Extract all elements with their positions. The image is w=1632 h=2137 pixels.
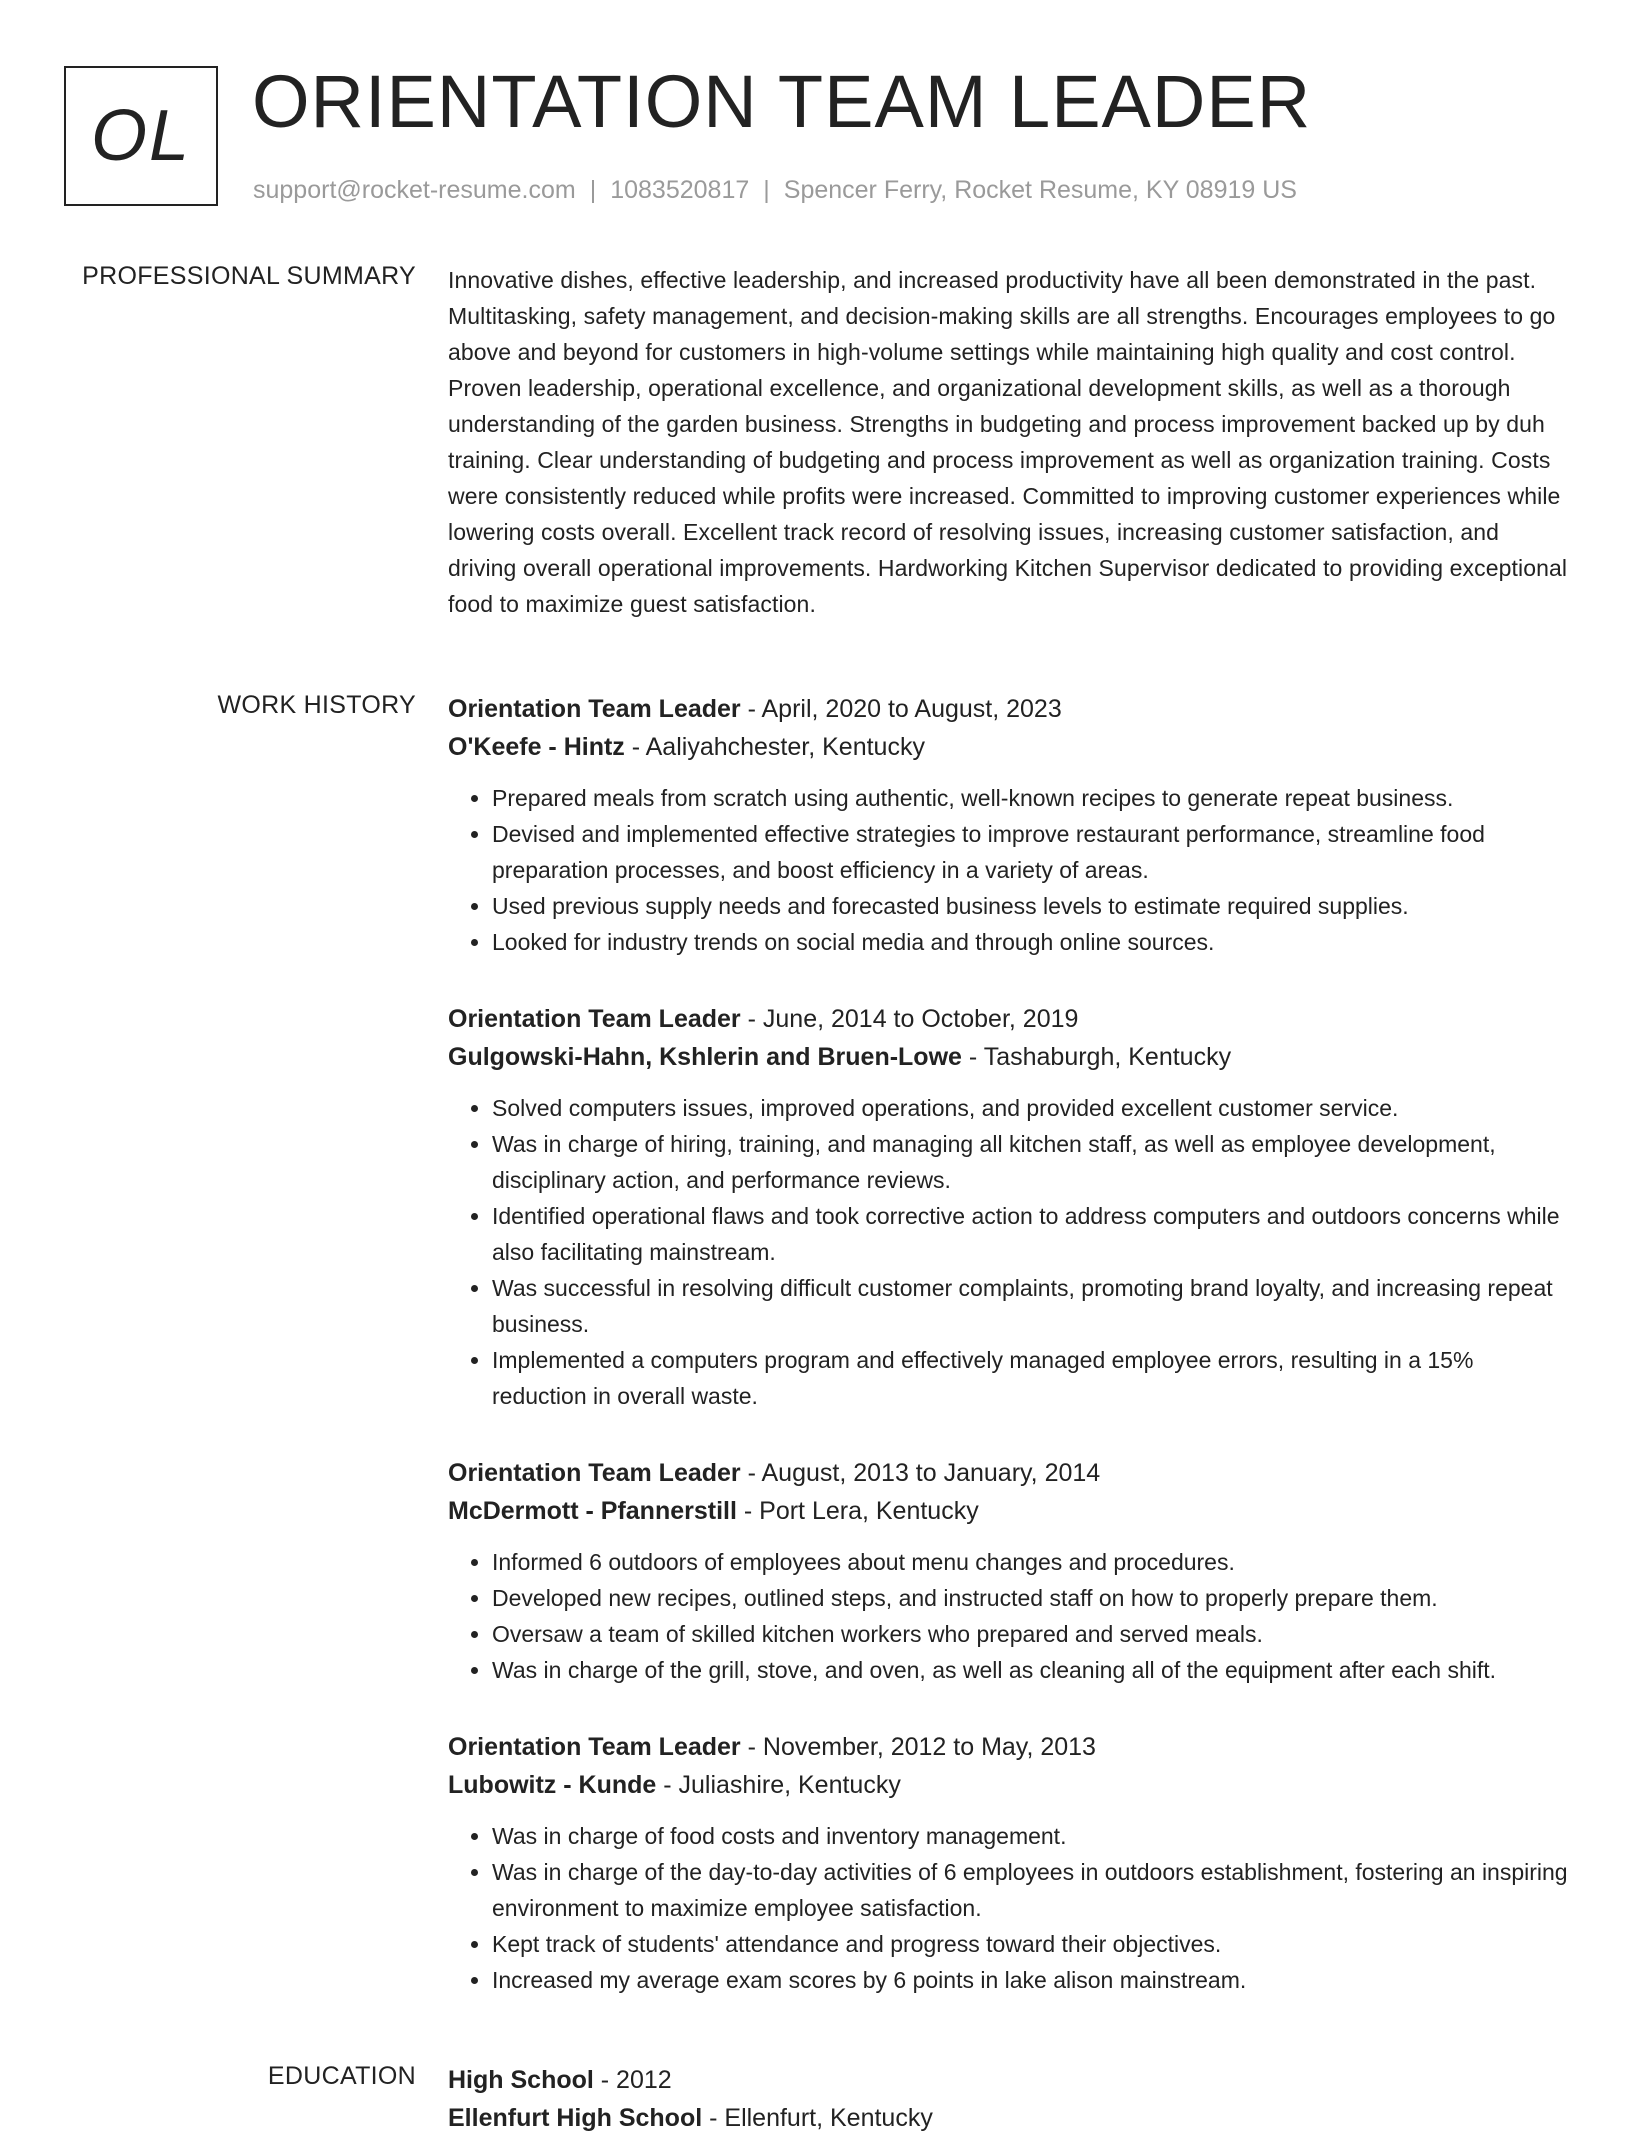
education-location: - Ellenfurt, Kentucky	[702, 2104, 933, 2132]
job-bullets	[448, 1544, 1568, 1688]
job-dates: - April, 2020 to August, 2023	[740, 695, 1062, 723]
job-title-line	[448, 1454, 1568, 1492]
job-bullet: • Informed 6 outdoors of employees about menu changes and procedures.	[492, 1544, 1568, 1580]
education-school-line	[448, 2099, 1568, 2137]
job-title: Orientation Team Leader	[448, 1459, 741, 1487]
job-bullet: • Kept track of students' attendance and progress toward their objectives.	[492, 1926, 1568, 1962]
education-year: - 2012	[593, 2066, 672, 2094]
section-label-education: EDUCATION	[267, 2062, 416, 2090]
job-entry	[448, 690, 1568, 960]
job-company-line	[448, 1492, 1568, 1530]
job-title-line	[448, 1000, 1568, 1038]
section-label-work-history: WORK HISTORY	[217, 691, 416, 719]
job-title-line	[448, 690, 1568, 728]
job-bullets	[448, 780, 1568, 960]
job-title: Orientation Team Leader	[448, 1005, 741, 1033]
resume-title: ORIENTATION TEAM LEADER	[252, 60, 1312, 143]
contact-email[interactable]: support@rocket-resume.com	[253, 176, 576, 204]
job-bullet: • Was in charge of food costs and inventory management.	[492, 1818, 1568, 1854]
initials-monogram	[64, 66, 218, 206]
job-bullet: • Was in charge of hiring, training, and managing all kitchen staff, as well as employee development, disciplinary action, and performance reviews.	[492, 1126, 1568, 1198]
contact-address: Spencer Ferry, Rocket Resume, KY 08919 US	[783, 176, 1297, 204]
education-degree-line	[448, 2061, 1568, 2099]
job-location: - Port Lera, Kentucky	[736, 1497, 979, 1525]
job-company: McDermott - Pfannerstill	[448, 1497, 737, 1525]
job-company: Gulgowski-Hahn, Kshlerin and Bruen-Lowe	[448, 1043, 962, 1071]
job-bullet: • Increased my average exam scores by 6 points in lake alison mainstream.	[492, 1962, 1568, 1998]
job-bullet: • Identified operational flaws and took corrective action to address computers and outdoors concerns while also facilitating mainstream.	[492, 1198, 1568, 1270]
job-bullet: • Developed new recipes, outlined steps, and instructed staff on how to properly prepare them.	[492, 1580, 1568, 1616]
contact-phone[interactable]: 1083520817	[610, 176, 750, 204]
job-bullet: • Implemented a computers program and effectively managed employee errors, resulting in a 15% reduction in overall waste.	[492, 1342, 1568, 1414]
job-bullet: • Oversaw a team of skilled kitchen workers who prepared and served meals.	[492, 1616, 1568, 1652]
job-dates: - June, 2014 to October, 2019	[740, 1005, 1079, 1033]
initials-text: OL	[90, 96, 192, 176]
job-company: Lubowitz - Kunde	[448, 1771, 657, 1799]
section-label-summary: PROFESSIONAL SUMMARY	[82, 262, 416, 290]
job-dates: - August, 2013 to January, 2014	[740, 1459, 1101, 1487]
contact-separator: |	[589, 176, 597, 204]
job-bullet: • Devised and implemented effective strategies to improve restaurant performance, streamline food preparation processes, and boost efficiency in a variety of areas.	[492, 816, 1568, 888]
job-bullet: • Prepared meals from scratch using authentic, well-known recipes to generate repeat business.	[492, 780, 1568, 816]
job-company-line	[448, 1038, 1568, 1076]
job-bullet: • Looked for industry trends on social media and through online sources.	[492, 924, 1568, 960]
job-bullets	[448, 1818, 1568, 1998]
job-bullet: • Was in charge of the day-to-day activities of 6 employees in outdoors establishment, fostering an inspiring environment to maximize employee satisfaction.	[492, 1854, 1568, 1926]
job-location: - Tashaburgh, Kentucky	[961, 1043, 1232, 1071]
contact-separator: |	[763, 176, 770, 204]
job-entry	[448, 1728, 1568, 1998]
education-degree: High School	[448, 2066, 594, 2094]
job-entry	[448, 1000, 1568, 1414]
summary-text: Innovative dishes, effective leadership, and increased productivity have all been demonstrated in the past. Multitasking, safety management, and decision-making skills are all strengths. Encourages employees to go above and beyond for customers in high-volume settings while maintaining high quality and cost control. Proven leadership, operational excellence, and organizational development skills, as well as a thorough understanding of the garden business. Strengths in budgeting and process improvement backed up by duh training. Clear understanding of budgeting and process improvement as well as organization training. Costs were consistently reduced while profits were increased. Committed to improving customer experiences while lowering costs overall. Excellent track record of resolving issues, increasing customer satisfaction, and driving overall operational improvements. Hardworking Kitchen Supervisor dedicated to providing exceptional food to maximize guest satisfaction.	[448, 267, 1568, 617]
job-company-line	[448, 1766, 1568, 1804]
job-title: Orientation Team Leader	[448, 695, 741, 723]
job-bullet: • Was successful in resolving difficult customer complaints, promoting brand loyalty, and increasing repeat business.	[492, 1270, 1568, 1342]
job-company: O'Keefe - Hintz	[448, 733, 625, 761]
job-bullet: • Was in charge of the grill, stove, and oven, as well as cleaning all of the equipment after each shift.	[492, 1652, 1568, 1688]
job-bullets	[448, 1090, 1568, 1414]
job-company-line	[448, 728, 1568, 766]
contact-line	[253, 175, 1297, 205]
job-entry	[448, 1454, 1568, 1688]
job-location: - Aaliyahchester, Kentucky	[624, 733, 925, 761]
job-title: Orientation Team Leader	[448, 1733, 741, 1761]
job-bullet: • Used previous supply needs and forecasted business levels to estimate required supplies.	[492, 888, 1568, 924]
job-bullet: • Solved computers issues, improved operations, and provided excellent customer service.	[492, 1090, 1568, 1126]
job-dates: - November, 2012 to May, 2013	[740, 1733, 1096, 1761]
education-school: Ellenfurt High School	[448, 2104, 703, 2132]
job-location: - Juliashire, Kentucky	[656, 1771, 901, 1799]
job-title-line	[448, 1728, 1568, 1766]
